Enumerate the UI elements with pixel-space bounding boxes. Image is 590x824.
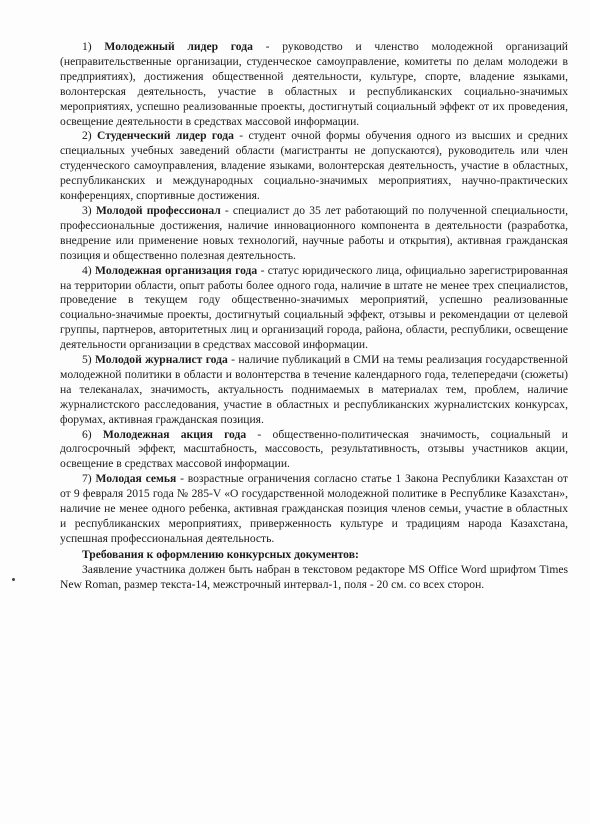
nomination-item-6	[60, 428, 568, 473]
nomination-description: студент очной формы обучения одного из высших и средних специальных учебных заведений области (магистранты не допускаются), руководитель или член студенческого самоуправления, владение языками, волонтерская деятельность, участие в областных, республиканских и международных социально-значимых мероприятиях, научно-практических конференциях, спортивные достижения.	[60, 129, 568, 203]
separator: -	[257, 263, 268, 277]
nomination-description: возрастные ограничения согласно статье 1 Закона Республики Казахстан от от 9 февраля 2015 года № 285-V «О государственной молодежной политике в Республике Казахстан», наличие не менее одного ребенка, активная гражданская позиция членов семьи, участие в областных и республиканских мероприятиях, приверженность культуре и традициям народа Казахстана, успешная профессиональная деятельность.	[60, 472, 568, 545]
nomination-title: Молодой журналист года	[95, 353, 228, 367]
document-body	[60, 40, 568, 593]
item-number: 7)	[82, 472, 92, 486]
item-number: 6)	[82, 427, 92, 441]
nomination-title: Молодежный лидер года	[104, 40, 253, 53]
nomination-description: наличие публикаций в СМИ на темы реализация государственной молодежной политики в области и волонтерства в течение календарного года, телепередачи (сюжеты) на телеканалах, значимость, актуальность поднимаемых в материалах тем, проблем, наличие журналистского расследования, участие в областных и республиканских журналистских конкурсах, форумах, активная гражданская позиция.	[60, 353, 568, 426]
nomination-title: Молодая семья	[95, 472, 177, 486]
nomination-item-7	[60, 472, 568, 547]
separator: -	[246, 427, 273, 441]
separator: -	[252, 40, 283, 53]
nomination-description: специалист до 35 лет работающий по полученной специальности, профессиональные достижения, наличие инновационного компонента в деятельности (разработка, внедрение или применение новых технологий, научные работы и открытия), активная гражданская позиция и общественно полезная деятельность.	[60, 203, 568, 262]
requirements-heading: Требования к оформлению конкурсных документов:	[82, 547, 359, 561]
separator: -	[227, 353, 239, 367]
nomination-description: общественно-политическая значимость, социальный и долгосрочный эффект, масштабность, массовость, результативность, отзывы участников акции, освещение в средствах массовой информации.	[60, 427, 568, 471]
nomination-title: Молодежная организация года	[95, 263, 258, 277]
nomination-item-2	[60, 129, 568, 204]
nomination-item-4	[60, 264, 568, 353]
nomination-title: Студенческий лидер года	[97, 129, 234, 143]
nomination-description: руководство и членство молодежной организаций (неправительственные организации, студенческое самоуправление, комитеты по делам молодежи в предприятиях), достижения общественной деятельности, культуре, спорте, владение языками, волонтерская деятельность, участие в областных и республиканских социально-значимых мероприятиях, успешно реализованные проекты, достигнутый социальный эффект от их проведения, освещение деятельности в средствах массовой информации.	[60, 40, 568, 128]
nomination-item-3	[60, 204, 568, 264]
requirements-text: Заявление участника должен быть набран в текстовом редакторе MS Office Word шрифтом Times New Roman, размер текста-14, межстрочный интервал-1, поля - 20 см. со всех сторон.	[60, 562, 568, 591]
separator: -	[176, 472, 188, 486]
scan-speck	[12, 578, 15, 581]
item-number: 4)	[82, 263, 92, 277]
item-number: 1)	[82, 40, 92, 53]
nomination-title: Молодой профессионал	[95, 203, 221, 217]
nomination-item-1	[60, 40, 568, 129]
nomination-description: статус юридического лица, официально зарегистрированная на территории области, опыт работы более одного года, наличие в штате не менее трех специалистов, проведение в текущем году общественно-значимых мероприятий, успешно реализованные социально-значимые проекты, достигнутый социальный эффект, отзывы и рекомендации от целевой группы, партнеров, авторитетных лиц и организаций города, района, области, республики, освещение деятельности организации в средствах массовой информации.	[60, 263, 568, 352]
separator: -	[220, 203, 233, 217]
item-number: 3)	[82, 203, 92, 217]
nomination-item-5	[60, 353, 568, 428]
item-number: 2)	[82, 129, 92, 143]
separator: -	[233, 129, 249, 143]
item-number: 5)	[82, 353, 92, 367]
nomination-title: Молодежная акция года	[102, 427, 247, 441]
